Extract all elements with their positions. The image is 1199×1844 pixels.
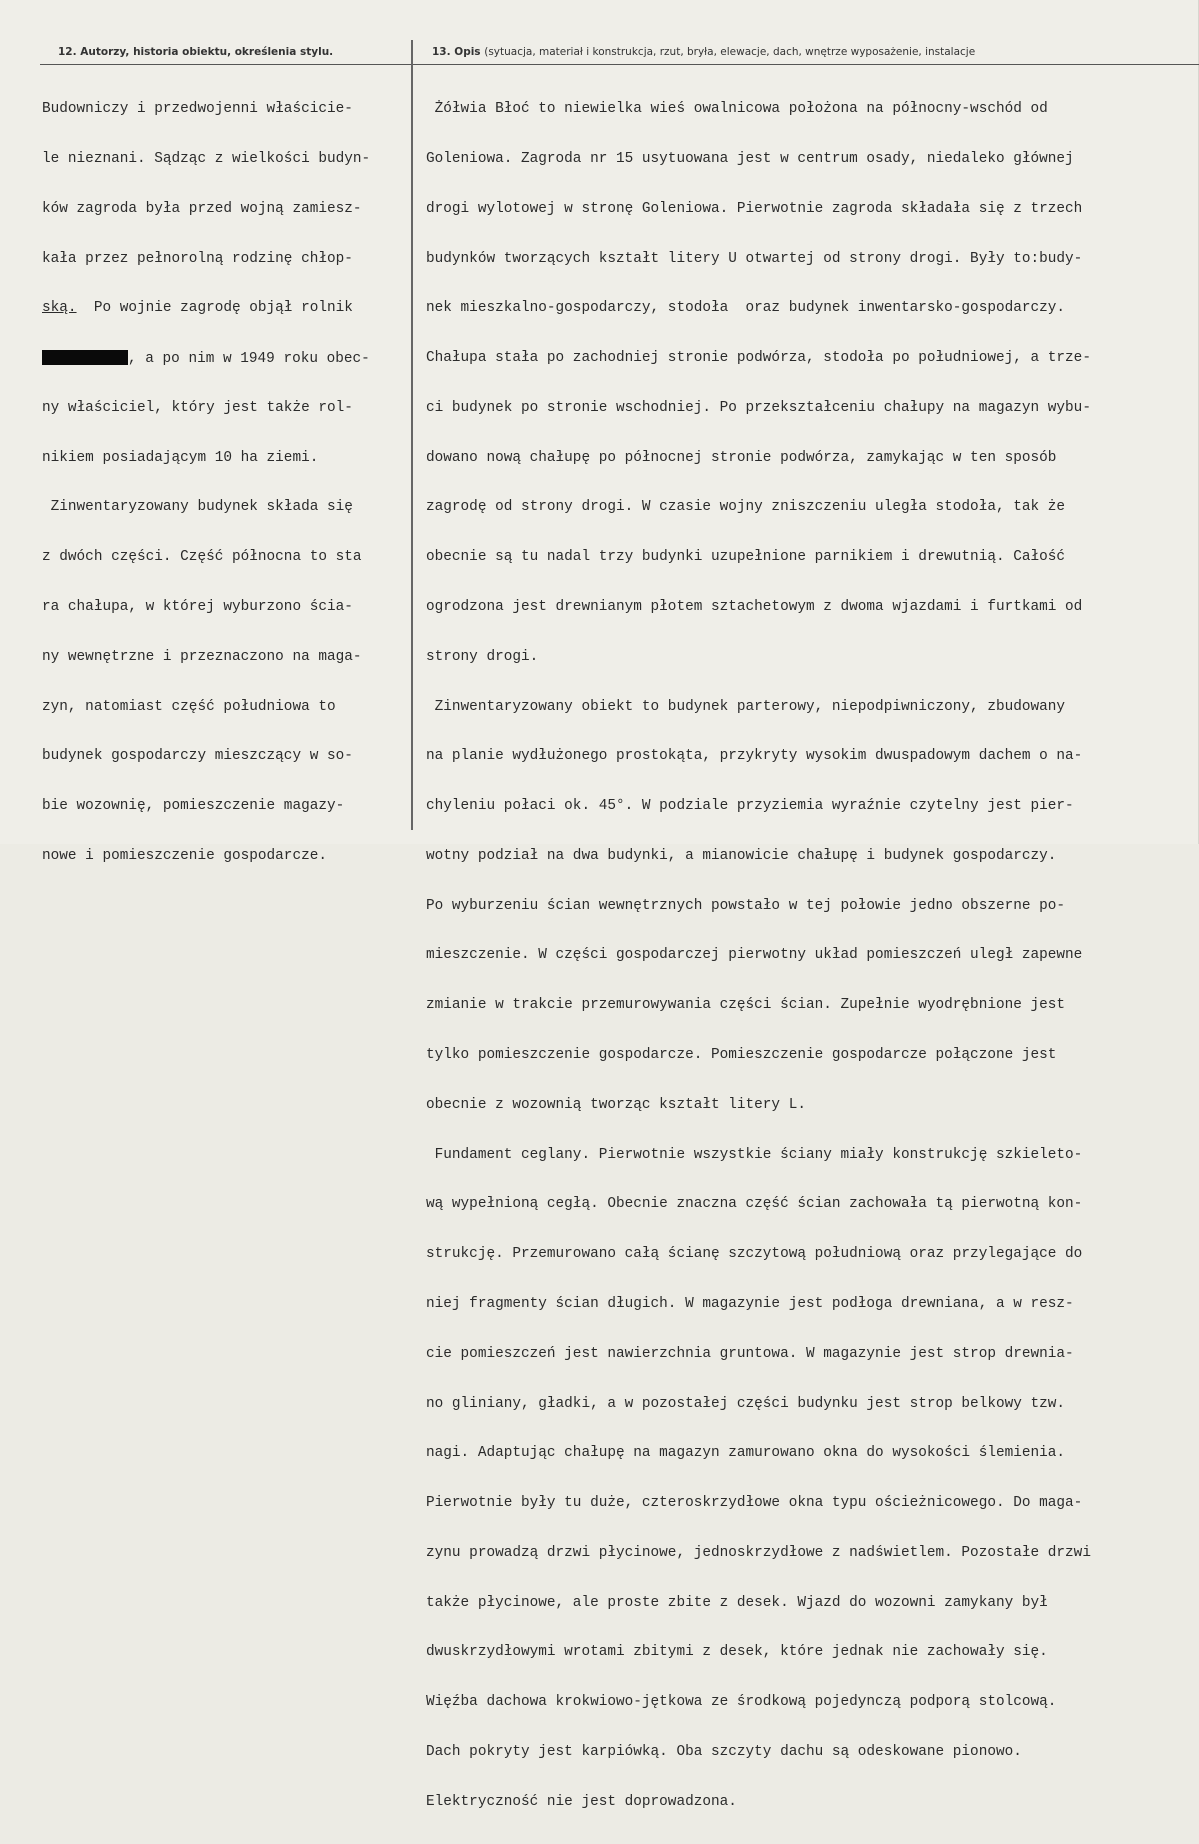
header-rule (40, 64, 1199, 65)
text-line: ogrodzona jest drewnianym płotem sztachetowym z dwoma wjazdami i furtkami od (426, 599, 1083, 615)
text-line: Dach pokryty jest karpiówką. Oba szczyty dachu są odeskowane pionowo. (426, 1743, 1022, 1760)
section-13-title: Opis (454, 46, 481, 58)
text-line: ra chałupa, w której wyburzono ścia- (42, 599, 353, 615)
text-line: Budowniczy i przedwojenni właściciе- (42, 101, 353, 118)
section-12-number: 12. (58, 46, 77, 58)
text-line: zyn, natomiast część południowa to (42, 698, 336, 715)
text-line: Goleniowa. Zagroda nr 15 usytuowana jest w centrum osady, niedaleko głównej (426, 150, 1074, 167)
text-line: cie pomieszczeń jest nawierzchnia gruntowa. W magazynie jest strop drewnia- (426, 1345, 1074, 1362)
text-line: no gliniany, gładki, a w pozostałej części budynku jest strop belkowy tzw. (426, 1395, 1066, 1412)
text-line: także płycinowe, ale proste zbite z desek. Wjazd do wozowni zamykany był (426, 1594, 1048, 1611)
text-line: strukcję. Przemurowano całą ścianę szczytową południową oraz przylegające do (426, 1246, 1083, 1263)
text-line: na planie wydłużonego prostokąta, przykryty wysokim dwuspadowym dachem o na- (426, 748, 1083, 765)
text-line: dwuskrzydłowymi wrotami zbitymi z desek, które jednak nie zachowały się. (426, 1644, 1048, 1661)
section-12-title: Autorzy, historia obiektu, określenia stylu. (80, 46, 334, 58)
text-line: ków zagroda była przed wojną zamiesz- (42, 200, 362, 217)
text-line: obecnie są tu nadal trzy budynki uzupełnione parnikiem i drewutnią. Całość (426, 549, 1066, 566)
text-line: ny wewnętrzne i przeznaczono na maga- (42, 648, 362, 665)
text-line: zagrodę od strony drogi. W czasie wojny zniszczeniu uległa stodoła, tak że (426, 499, 1066, 516)
text-line: ci budynek po stronie wschodniej. Po przekształceniu chałupy na magazyn wybu- (426, 399, 1091, 416)
text-line: Żółwia Błoć to niewielka wieś owalnicowa położona na północny-wschód od (426, 101, 1048, 118)
text-line: tylko pomieszczenie gospodarcze. Pomieszczenie gospodarcze połączone jest (426, 1047, 1057, 1064)
text-line: nowe i pomieszczenie gospodarcze. (42, 847, 327, 864)
text-line: Chałupa stała po zachodniej stronie podwórza, stodoła po południowej, a trze- (426, 350, 1091, 367)
left-column-text (42, 68, 407, 898)
text-line: Fundament ceglany. Pierwotnie wszystkie ściany miały konstrukcję szkieleto- (426, 1146, 1083, 1163)
right-column-text (426, 68, 1198, 1844)
text-line (42, 300, 407, 317)
text-line: bie wozownię, pomieszczenie magazy- (42, 798, 345, 815)
text-line: ny właściciel, który jest także rol- (42, 399, 353, 416)
section-13-header (432, 46, 975, 58)
text-line: Po wyburzeniu ścian wewnętrznych powstało w tej połowie jedno obszerne po- (426, 897, 1066, 914)
text-fragment: , a po nim w 1949 roku obec- (128, 351, 370, 368)
text-line: Więźba dachowa krokwiowo-jętkowa ze środkową pojedynczą podporą stolcową. (426, 1694, 1057, 1711)
text-line: Zinwentaryzowany obiekt to budynek parterowy, niepodpiwniczony, zbudowany (426, 698, 1066, 715)
text-line (42, 350, 407, 367)
text-line: nagi. Adaptując chałupę na magazyn zamurowano okna do wysokości ślemienia. (426, 1445, 1066, 1462)
text-fragment: Po wojnie zagrodę objął rolnik (76, 300, 353, 317)
text-line: dowano nową chałupę po północnej stronie podwórza, zamykając w ten sposób (426, 449, 1057, 466)
text-fragment: ską. (42, 300, 77, 317)
section-13-subtitle: (sytuacja, materiał i konstrukcja, rzut, bryła, elewacje, dach, wnętrze wyposażenie, instalacje (484, 46, 976, 58)
text-line: wą wypełnioną cegłą. Obecnie znaczna część ścian zachowała tą pierwotną kon- (426, 1196, 1083, 1213)
text-line: obecnie z wozownią tworząc kształt litery L. (426, 1096, 806, 1113)
text-line: strony drogi. (426, 648, 539, 665)
text-line: nikiem posiadającym 10 ha ziemi. (42, 449, 319, 466)
text-line: budynek gospodarczy mieszczący w so- (42, 748, 353, 765)
text-line: nek mieszkalno-gospodarczy, stodoła oraz budynek inwentarsko-gospodarczy. (426, 300, 1066, 317)
text-line: Zinwentaryzowany budynek składa się (42, 499, 353, 516)
text-line: Elektryczność nie jest doprowadzona. (426, 1793, 737, 1810)
redaction-block (42, 350, 128, 365)
text-line: z dwóch części. Część północna to sta (42, 549, 362, 566)
column-divider (411, 40, 413, 830)
text-line: kała przez pełnorolną rodzinę chłop- (42, 250, 353, 267)
text-line: mieszczenie. W części gospodarczej pierwotny układ pomieszczeń uległ zapewne (426, 947, 1083, 964)
text-line: Pierwotnie były tu duże, czteroskrzydłowe okna typu ościeżnicowego. Do maga- (426, 1495, 1083, 1512)
section-13-number: 13. (432, 46, 451, 58)
text-line: niej fragmenty ścian długich. W magazynie jest podłoga drewniana, a w resz- (426, 1295, 1074, 1312)
text-line: drogi wylotowej w stronę Goleniowa. Pierwotnie zagroda składała się z trzech (426, 200, 1083, 217)
text-line: chyleniu połaci ok. 45°. W podziale przyziemia wyraźnie czytelny jest pier- (426, 798, 1074, 815)
text-line: budynków tworzących kształt litery U otwartej od strony drogi. Były to:budy- (426, 250, 1083, 267)
text-line: le nieznani. Sądząc z wielkości budyn- (42, 150, 371, 167)
text-line: zmianie w trakcie przemurowywania części ścian. Zupełnie wyodrębnione jest (426, 997, 1066, 1014)
text-line: wotny podział na dwa budynki, a mianowicie chałupę i budynek gospodarczy. (426, 847, 1057, 864)
section-12-header (58, 46, 333, 58)
text-line: zynu prowadzą drzwi płycinowe, jednoskrzydłowe z nadświetlem. Pozostałe drzwi (426, 1544, 1091, 1561)
